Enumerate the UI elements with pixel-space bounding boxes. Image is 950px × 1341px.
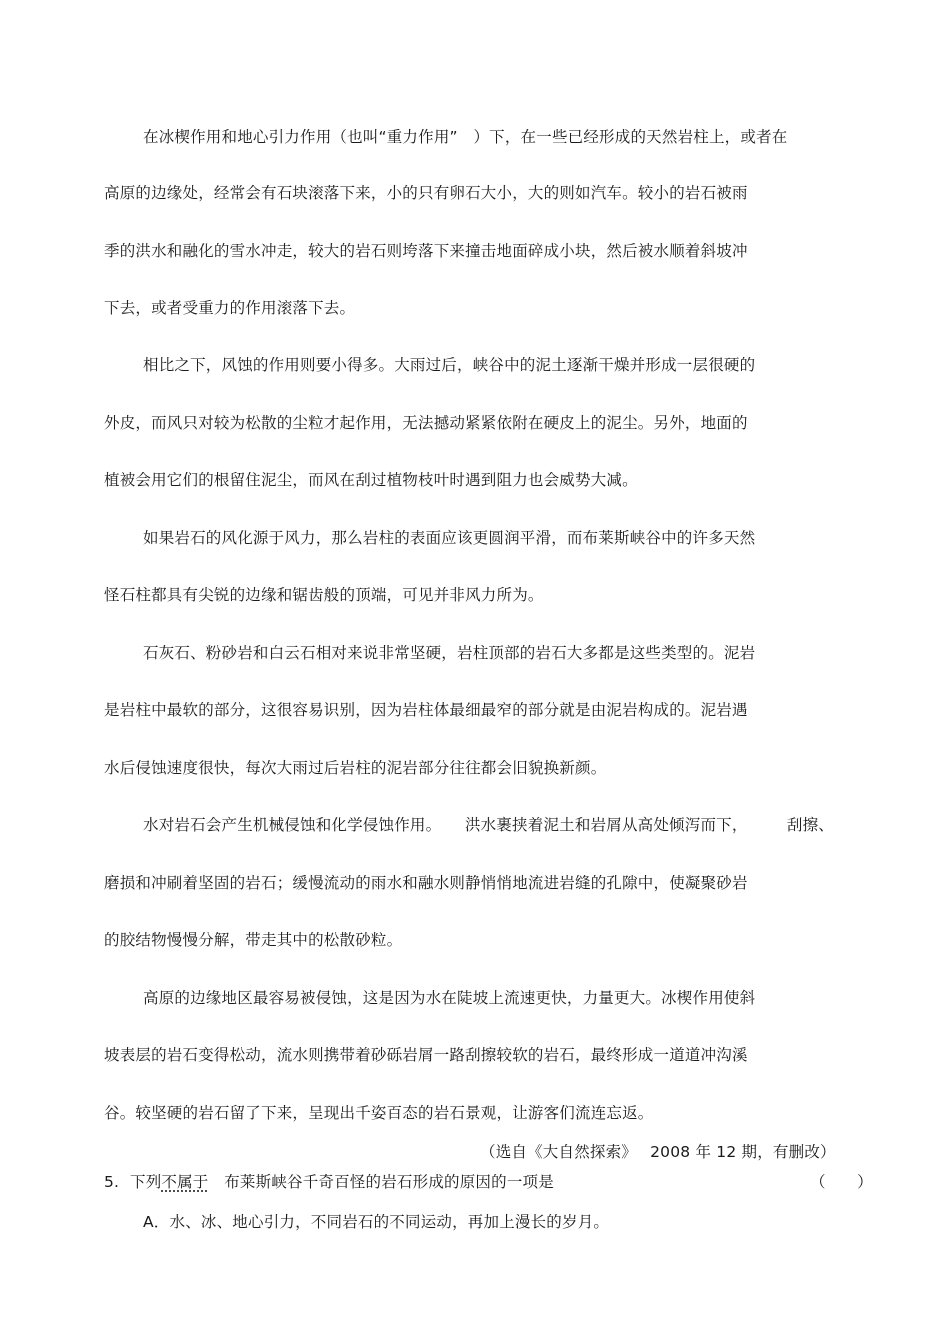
- paragraph-6-line-2: 坡表层的岩石变得松动，流水则携带着砂砾岩屑一路刮擦较软的岩石，最终形成一道道冲沟溪: [104, 1046, 748, 1064]
- paragraph-4-line-3: 水后侵蚀速度很快，每次大雨过后岩柱的泥岩部分往往都会旧貌换新颜。: [104, 759, 607, 777]
- paragraph-1-line-4: 下去，或者受重力的作用滚落下去。: [104, 299, 356, 317]
- answer-bracket: （ ）: [810, 1173, 873, 1191]
- paragraph-5-line-3: 的胶结物慢慢分解，带走其中的松散砂粒。: [104, 931, 403, 949]
- paragraph-1-line-2: 高原的边缘处，经常会有石块滚落下来，小的只有卵石大小，大的则如汽车。较小的岩石被雨: [104, 184, 748, 202]
- question-prefix: 下列: [130, 1173, 162, 1191]
- paragraph-1-line-1: 在冰楔作用和地心引力作用（也叫“重力作用” ）下，在一些已经形成的天然岩柱上，或者在: [143, 128, 788, 146]
- paragraph-6-line-1: 高原的边缘地区最容易被侵蚀，这是因为水在陡坡上流速更快，力量更大。冰楔作用使斜: [143, 989, 756, 1007]
- paragraph-4-line-1: 石灰石、粉砂岩和白云石相对来说非常坚硬，岩柱顶部的岩石大多都是这些类型的。泥岩: [143, 644, 756, 662]
- paragraph-2-line-3: 植被会用它们的根留住泥尘，而风在刮过植物枝叶时遇到阻力也会威势大减。: [104, 471, 638, 489]
- paragraph-3-line-1: 如果岩石的风化源于风力，那么岩柱的表面应该更圆润平滑，而布莱斯峡谷中的许多天然: [143, 529, 756, 547]
- option-a: A．水、冰、地心引力，不同岩石的不同运动，再加上漫长的岁月。: [143, 1213, 610, 1231]
- paragraph-5-line-2: 磨损和冲刷着坚固的岩石；缓慢流动的雨水和融水则静悄悄地流进岩缝的孔隙中，使凝聚砂岩: [104, 874, 748, 892]
- paragraph-2-line-2: 外皮，而风只对较为松散的尘粒才起作用，无法撼动紧紧依附在硬皮上的泥尘。另外，地面的: [104, 414, 748, 432]
- paragraph-5-line-1: 水对岩石会产生机械侵蚀和化学侵蚀作用。 洪水裹挟着泥土和岩屑从高处倾泻而下， 刮擦、: [143, 816, 835, 834]
- paragraph-6-line-3: 谷。较坚硬的岩石留了下来，呈现出千姿百态的岩石景观，让游客们流连忘返。: [104, 1104, 654, 1122]
- paragraph-1-line-3: 季的洪水和融化的雪水冲走，较大的岩石则垮落下来撞击地面碎成小块，然后被水顺着斜坡冲: [104, 242, 748, 260]
- paragraph-4-line-2: 是岩柱中最软的部分，这很容易识别，因为岩柱体最细最窄的部分就是由泥岩构成的。泥岩遇: [104, 701, 748, 719]
- paragraph-2-line-1: 相比之下，风蚀的作用则要小得多。大雨过后，峡谷中的泥土逐渐干燥并形成一层很硬的: [143, 356, 756, 374]
- question-number: 5.: [104, 1173, 120, 1191]
- source-citation: （选自《大自然探索》 2008 年 12 期，有删改）: [480, 1143, 836, 1161]
- question-text: [130, 1172, 554, 1192]
- question-rest: 布莱斯峡谷千奇百怪的岩石形成的原因的一项是: [208, 1173, 554, 1191]
- question-emphasis: 不属于: [161, 1173, 209, 1191]
- paragraph-3-line-2: 怪石柱都具有尖锐的边缘和锯齿般的顶端，可见并非风力所为。: [104, 586, 544, 604]
